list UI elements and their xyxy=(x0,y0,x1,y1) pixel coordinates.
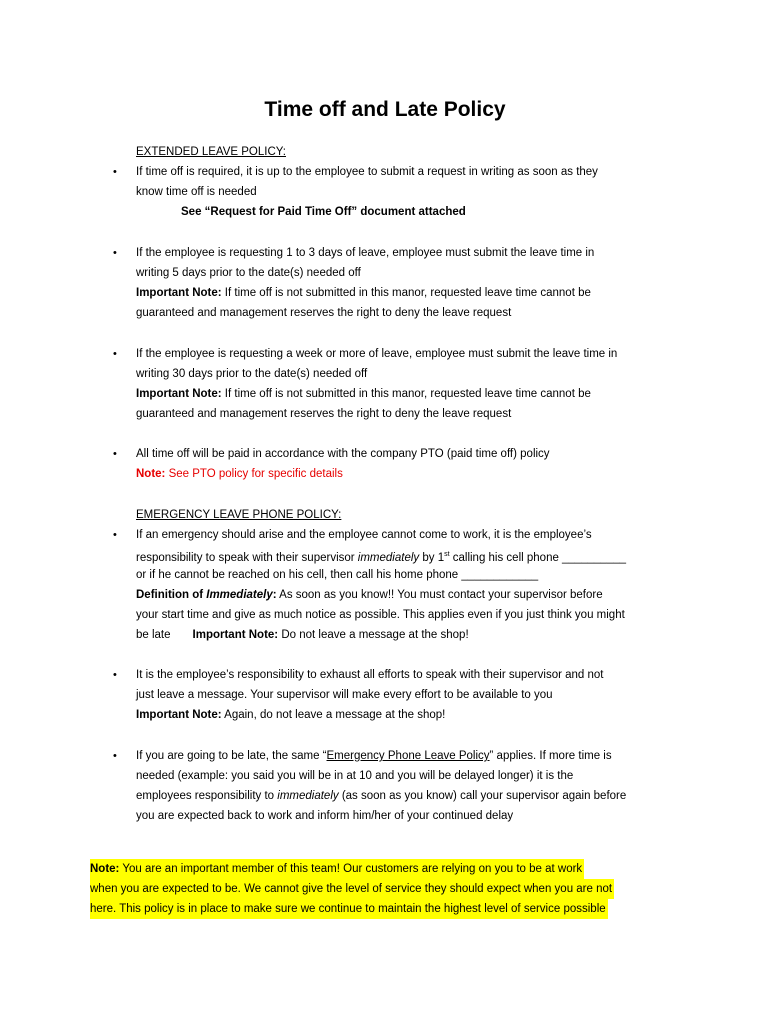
text-run: ” applies. If more time is xyxy=(489,750,612,762)
attachment-note: See “Request for Paid Time Off” document attached xyxy=(181,206,466,218)
note-text: Do not leave a message at the shop! xyxy=(278,629,469,641)
text-run: If you are going to be late, the same “ xyxy=(136,750,327,762)
note-label: Note: xyxy=(90,863,120,875)
text-run: As soon as you know!! You must contact your supervisor before xyxy=(276,589,603,601)
extended-b2-note xyxy=(136,283,591,303)
extended-b1-line1: If time off is required, it is up to the employee to submit a request in writing as soon as they xyxy=(136,166,598,178)
emergency-leave-heading: EMERGENCY LEAVE PHONE POLICY: xyxy=(136,509,342,521)
footer-note-line1 xyxy=(90,859,584,879)
emergency-b1-line5: your start time and give as much notice as possible. This applies even if you just think you might xyxy=(136,609,625,621)
note-label: Note: xyxy=(136,468,166,480)
superscript-st: st xyxy=(444,551,450,558)
extended-b3-note xyxy=(136,384,591,404)
emergency-b1-definition xyxy=(136,585,603,605)
extended-b2-line2: writing 5 days prior to the date(s) needed off xyxy=(136,267,361,279)
text-run: responsibility to speak with their supervisor xyxy=(136,551,358,564)
bullet-icon: • xyxy=(113,750,117,762)
bullet-icon: • xyxy=(113,529,117,541)
note-text: If time off is not submitted in this manor, requested leave time cannot be xyxy=(221,388,591,400)
note-text: See PTO policy for specific details xyxy=(165,468,343,480)
bullet-icon: • xyxy=(113,166,117,178)
emphasis-immediately: Immediately xyxy=(206,589,273,601)
text-run: (as soon as you know) call your supervisor again before xyxy=(338,790,627,802)
emergency-b3-line2: needed (example: you said you will be in at 10 and you will be delayed longer) it is the xyxy=(136,770,574,782)
pto-note xyxy=(136,464,343,484)
note-text: here. This policy is in place to make sure we continue to maintain the highest level of service possible xyxy=(90,899,608,919)
important-note-label: Important Note: xyxy=(136,287,222,299)
extended-b1-line2: know time off is needed xyxy=(136,186,257,198)
important-note-label: Important Note: xyxy=(192,629,279,641)
text-run: by 1 xyxy=(419,551,445,564)
extended-b2-line1: If the employee is requesting 1 to 3 days of leave, employee must submit the leave time in xyxy=(136,247,595,259)
extended-b3-line2: writing 30 days prior to the date(s) needed off xyxy=(136,368,368,380)
note-text: when you are expected to be. We cannot give the level of service they should expect when you are not xyxy=(90,879,614,899)
emergency-b3-line4: you are expected back to work and inform him/her of your continued delay xyxy=(136,810,514,822)
note-text: If time off is not submitted in this manor, requested leave time cannot be xyxy=(221,287,591,299)
text-run: be late xyxy=(136,629,171,641)
bullet-icon: • xyxy=(113,247,117,259)
note-text: Again, do not leave a message at the shop! xyxy=(221,709,446,721)
bullet-icon: • xyxy=(113,348,117,360)
emergency-b3-line3 xyxy=(136,786,626,806)
bullet-icon: • xyxy=(113,669,117,681)
text-run: : xyxy=(272,589,277,601)
footer-note-line3 xyxy=(90,899,608,919)
emphasis-immediately: immediately xyxy=(357,551,420,564)
extended-b3-line1: If the employee is requesting a week or more of leave, employee must submit the leave time in xyxy=(136,348,618,360)
extended-leave-heading: EXTENDED LEAVE POLICY: xyxy=(136,146,286,158)
emergency-b1-line6 xyxy=(136,625,469,645)
important-note-label: Important Note: xyxy=(136,388,222,400)
note-text: You are an important member of this team! Our customers are relying on you to be at work xyxy=(119,863,583,875)
emphasis-immediately: immediately xyxy=(277,790,339,802)
emergency-b1-line3: or if he cannot be reached on his cell, then call his home phone ____________ xyxy=(136,569,539,581)
extended-b2-note-line2: guaranteed and management reserves the right to deny the leave request xyxy=(136,307,512,319)
emergency-b2-line1: It is the employee’s responsibility to exhaust all efforts to speak with their supervisor and not xyxy=(136,669,604,681)
text-run: employees responsibility to xyxy=(136,790,278,802)
important-note-label: Important Note: xyxy=(136,709,222,721)
extended-b4-line1: All time off will be paid in accordance with the company PTO (paid time off) policy xyxy=(136,448,550,460)
policy-reference: Emergency Phone Leave Policy xyxy=(326,750,490,762)
emergency-b3-line1 xyxy=(136,746,612,766)
footer-note-line2 xyxy=(90,879,614,899)
bullet-icon: • xyxy=(113,448,117,460)
definition-label xyxy=(136,589,277,601)
page-title: Time off and Late Policy xyxy=(264,98,506,121)
emergency-b1-line1: If an emergency should arise and the employee cannot come to work, it is the employee’s xyxy=(136,529,592,541)
emergency-b2-note xyxy=(136,705,445,725)
emergency-b2-line2: just leave a message. Your supervisor will make every effort to be available to you xyxy=(136,689,553,701)
text-run: calling his cell phone __________ xyxy=(449,551,627,564)
extended-b3-note-line2: guaranteed and management reserves the right to deny the leave request xyxy=(136,408,512,420)
text-run: Definition of xyxy=(136,589,207,601)
